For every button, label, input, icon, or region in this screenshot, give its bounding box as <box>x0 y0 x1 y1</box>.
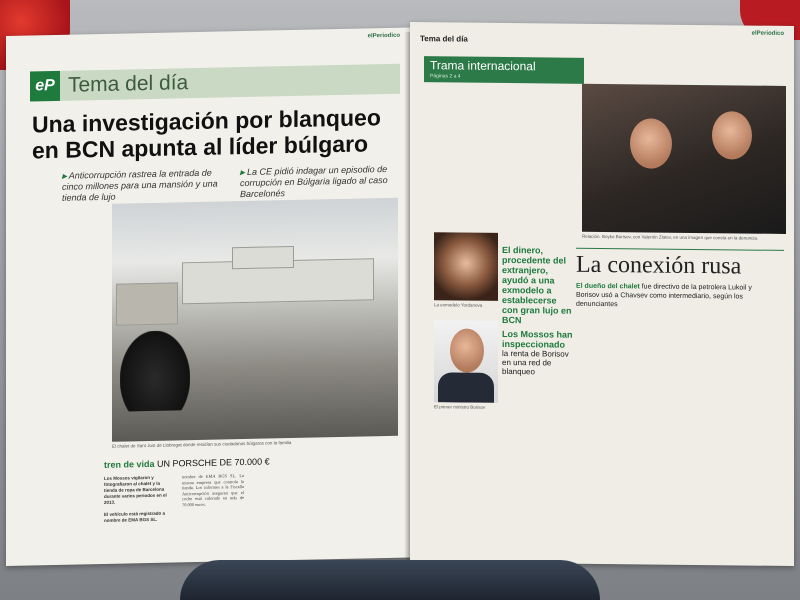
woman-portrait <box>434 232 498 301</box>
building <box>116 282 178 325</box>
rule <box>576 248 784 251</box>
left-page <box>6 28 410 566</box>
subhead-right <box>240 164 410 201</box>
section-title: Tema del día <box>420 34 468 44</box>
motorcycle <box>120 330 190 411</box>
masthead-brand: elPeriodico <box>367 32 400 40</box>
man-portrait <box>434 320 498 403</box>
bullet-item: Los Mossos vigilaron y fotografiaron al chalet y la tienda de ropa de Barcelona durante varios periodos en el 2013. <box>104 474 167 505</box>
pull-quote-title: Los Mossos han inspeccionado <box>502 328 573 350</box>
photo-caption: El chalet de Sant Just de Llobregat donde residían sus ciudadanos búlgaros con la familia <box>112 440 292 449</box>
subhead-text: La CE pidió indagar un episodio de corrupción en Búlgaria ligado al caso Barcelonés <box>240 164 388 200</box>
suit <box>438 372 494 403</box>
headline <box>32 104 392 164</box>
bullet-item: El vehículo está registrado a nombre de EMA BGS SL. <box>104 510 166 523</box>
headline-line: en BCN apunta al líder búlgaro <box>32 130 369 164</box>
meeting-photo <box>582 84 786 234</box>
body-column: nombre de EMA BGS SL. La misma empresa que controla la tienda. Los informes a la Fiscalía Anticorrupción aseguran que el coche está valorado en más de 70.000 euros. <box>182 473 244 508</box>
pull-quote: El dinero, procedente del extranjero, ayudó a una exmodelo a establecerse con gran lujo en BCN <box>502 244 572 326</box>
trama-title: Trama internacional <box>430 58 536 74</box>
secondary-title <box>104 456 270 469</box>
pull-quote-body: la renta de Borisov en una red de blanqueo <box>502 348 569 377</box>
article-deck <box>576 282 776 311</box>
masthead-brand: elPeriodico <box>751 30 784 37</box>
article-headline: La conexión rusa <box>576 251 742 280</box>
chalet-photo <box>112 198 398 442</box>
section-logo: eP <box>30 71 60 102</box>
portrait-caption: La exmodelo Yordanova <box>434 302 483 308</box>
headline-line: Una investigación por blanqueo <box>32 104 381 138</box>
deck-lead: El dueño del chalet <box>576 282 640 291</box>
building <box>232 246 294 269</box>
section-bar <box>30 64 400 102</box>
face <box>712 111 752 159</box>
secondary-title-b: UN PORSCHE DE 70.000 € <box>157 456 270 469</box>
photo-caption: Relación. Boyko Borisov, con Valentín Zlatev, en una imagen que consta en la denuncia. <box>582 233 759 241</box>
portrait-caption: El primer ministro Borisov <box>434 404 486 410</box>
right-page <box>410 22 794 566</box>
deck-text: fue directivo de la petrolera Lukoil y Borisov usó a Chavsev como intermediario, según los denunciantes <box>576 283 752 309</box>
arrow-icon: ▸ <box>62 170 67 181</box>
bullet-list <box>104 474 174 523</box>
subhead-text: Anticorrupción rastrea la entrada de cinco millones para una mansión y una tienda de lujo <box>62 167 218 203</box>
arrow-icon: ▸ <box>240 167 245 178</box>
reader-legs <box>180 560 600 600</box>
face <box>630 118 672 168</box>
trama-subtitle: Páginas 2 a 4 <box>430 73 461 80</box>
secondary-title-a: tren de vida <box>104 458 155 470</box>
subhead-left <box>62 167 232 204</box>
newspaper-spread <box>6 22 794 570</box>
section-title: Tema del día <box>68 71 189 97</box>
face <box>450 328 484 372</box>
